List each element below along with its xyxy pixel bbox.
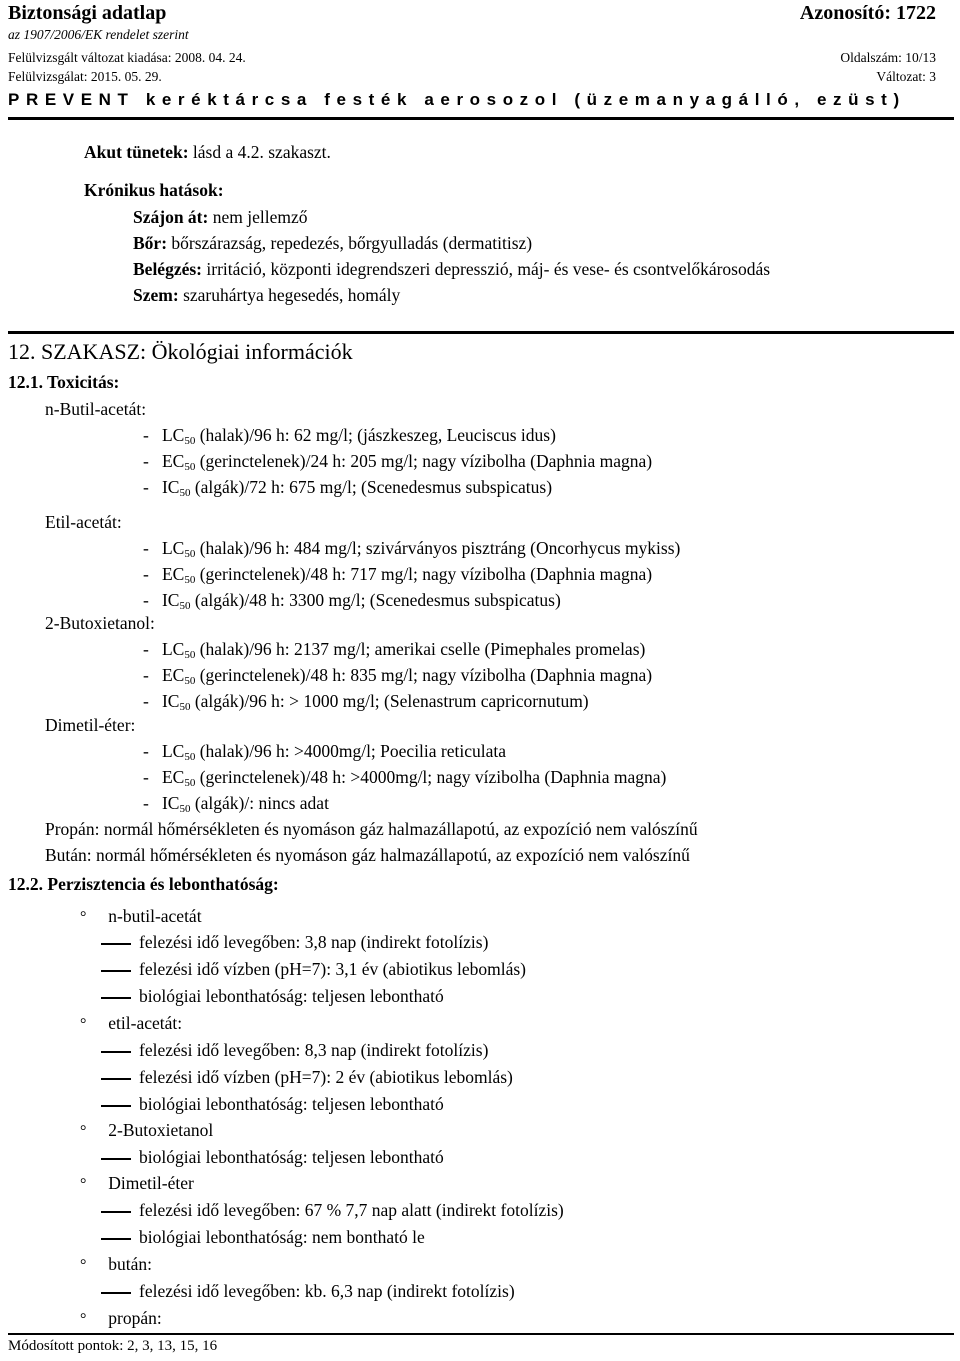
persistence-heading: 12.2. Perzisztencia és lebonthatóság: [8, 874, 279, 894]
persistence-substance: ° Dimetil-éter [80, 1173, 194, 1193]
chronic-label: Krónikus hatások: [84, 180, 224, 200]
toxicity-line: - $LC_{50}$ (halak)/96 h: 62 mg/l; (jászkeszeg, Leuciscus idus) [143, 425, 556, 447]
persistence-item: felezési idő levegőben: kb. 6,3 nap (indirekt fotolízis) [101, 1281, 515, 1302]
oral-text: nem jellemző [212, 207, 308, 227]
persistence-substance: ° n-butil-acetát [80, 906, 202, 926]
persistence-item: biológiai lebonthatóság: nem bontható le [101, 1227, 425, 1248]
persistence-item: felezési idő levegőben: 3,8 nap (indirekt fotolízis) [101, 932, 488, 953]
persistence-item: felezési idő vízben (pH=7): 3,1 év (abiotikus lebomlás) [101, 959, 526, 980]
butane-note: Bután: normál hőmérsékleten és nyomáson gáz halmazállapotú, az expozíció nem valószínű [45, 845, 690, 865]
eye-label: Szem: [133, 285, 179, 305]
revised-issue-date: Felülvizsgált változat kiadása: 2008. 04. 24. [8, 50, 246, 65]
persistence-substance: ° bután: [80, 1254, 153, 1274]
toxicity-line: - $LC_{50}$ (halak)/96 h: 484 mg/l; szivárványos pisztráng (Oncorhycus mykiss) [143, 538, 681, 560]
oral-effect [133, 207, 307, 228]
toxicity-line: - $EC_{50}$ (gerinctelenek)/48 h: >4000mg/l; nagy vízibolha (Daphnia magna) [143, 767, 667, 789]
substance-name: Dimetil-éter: [45, 715, 136, 735]
section-divider [8, 331, 954, 334]
footer-divider [8, 1333, 954, 1335]
version-number: Változat: 3 [876, 69, 936, 84]
substance-name: 2-Butoxietanol: [45, 613, 155, 633]
document-id: Azonosító: 1722 [799, 2, 936, 24]
persistence-substance: ° etil-acetát: [80, 1013, 183, 1033]
product-name: PREVENT keréktárcsa festék aerosozol (üzemanyagálló, ezüst) [8, 90, 906, 109]
header-divider [8, 117, 954, 120]
substance-name: Etil-acetát: [45, 512, 122, 532]
toxicity-heading: 12.1. Toxicitás: [8, 372, 120, 392]
eye-text: szaruhártya hegesedés, homály [183, 285, 401, 305]
persistence-substance: ° propán: [80, 1308, 162, 1328]
toxicity-line: - $IC_{50}$ (algák)/72 h: 675 mg/l; (Scenedesmus subspicatus) [143, 477, 553, 499]
page-number: Oldalszám: 10/13 [840, 50, 936, 65]
eye-effect [133, 285, 400, 306]
modified-points: Módosított pontok: 2, 3, 13, 15, 16 [8, 1338, 218, 1354]
oral-label: Szájon át: [133, 207, 209, 227]
persistence-substance: ° 2-Butoxietanol [80, 1120, 214, 1140]
toxicity-line: - $EC_{50}$ (gerinctelenek)/48 h: 717 mg/l; nagy vízibolha (Daphnia magna) [143, 564, 653, 586]
persistence-item: felezési idő levegőben: 8,3 nap (indirekt fotolízis) [101, 1040, 488, 1061]
inhalation-effect [133, 259, 770, 280]
document-title: Biztonsági adatlap [8, 2, 167, 24]
inhalation-text: irritáció, központi idegrendszeri depresszió, máj- és vese- és csontvelőkárosodás [206, 259, 771, 279]
toxicity-line: - $LC_{50}$ (halak)/96 h: >4000mg/l; Poecilia reticulata [143, 741, 507, 763]
propane-note: Propán: normál hőmérsékleten és nyomáson gáz halmazállapotú, az expozíció nem valószínű [45, 819, 698, 839]
persistence-item: biológiai lebonthatóság: teljesen lebontható [101, 1094, 444, 1115]
acute-label: Akut tünetek: [84, 142, 189, 162]
persistence-item: biológiai lebonthatóság: teljesen lebontható [101, 1147, 444, 1168]
persistence-item: biológiai lebonthatóság: teljesen lebontható [101, 986, 444, 1007]
persistence-item: felezési idő levegőben: 67 % 7,7 nap alatt (indirekt fotolízis) [101, 1200, 564, 1221]
revision-date: Felülvizsgálat: 2015. 05. 29. [8, 69, 162, 84]
skin-label: Bőr: [133, 233, 168, 253]
toxicity-line: - $IC_{50}$ (algák)/48 h: 3300 mg/l; (Scenedesmus subspicatus) [143, 590, 561, 612]
toxicity-line: - $LC_{50}$ (halak)/96 h: 2137 mg/l; amerikai cselle (Pimephales promelas) [143, 639, 646, 661]
toxicity-line: - $IC_{50}$ (algák)/96 h: > 1000 mg/l; (Selenastrum capricornutum) [143, 691, 589, 713]
toxicity-line: - $EC_{50}$ (gerinctelenek)/24 h: 205 mg/l; nagy vízibolha (Daphnia magna) [143, 451, 653, 473]
persistence-item: felezési idő vízben (pH=7): 2 év (abiotikus lebomlás) [101, 1067, 513, 1088]
acute-text: lásd a 4.2. szakaszt. [192, 142, 331, 162]
inhalation-label: Belégzés: [133, 259, 202, 279]
toxicity-line: - $IC_{50}$ (algák)/: nincs adat [143, 793, 329, 815]
substance-name: n-Butil-acetát: [45, 399, 147, 419]
skin-effect [133, 233, 532, 254]
acute-symptoms [84, 142, 331, 163]
regulation-reference: az 1907/2006/EK rendelet szerint [8, 27, 189, 42]
skin-text: bőrszárazság, repedezés, bőrgyulladás (dermatitisz) [171, 233, 533, 253]
section-12-heading: 12. SZAKASZ: Ökológiai információk [8, 339, 353, 364]
toxicity-line: - $EC_{50}$ (gerinctelenek)/48 h: 835 mg/l; nagy vízibolha (Daphnia magna) [143, 665, 653, 687]
